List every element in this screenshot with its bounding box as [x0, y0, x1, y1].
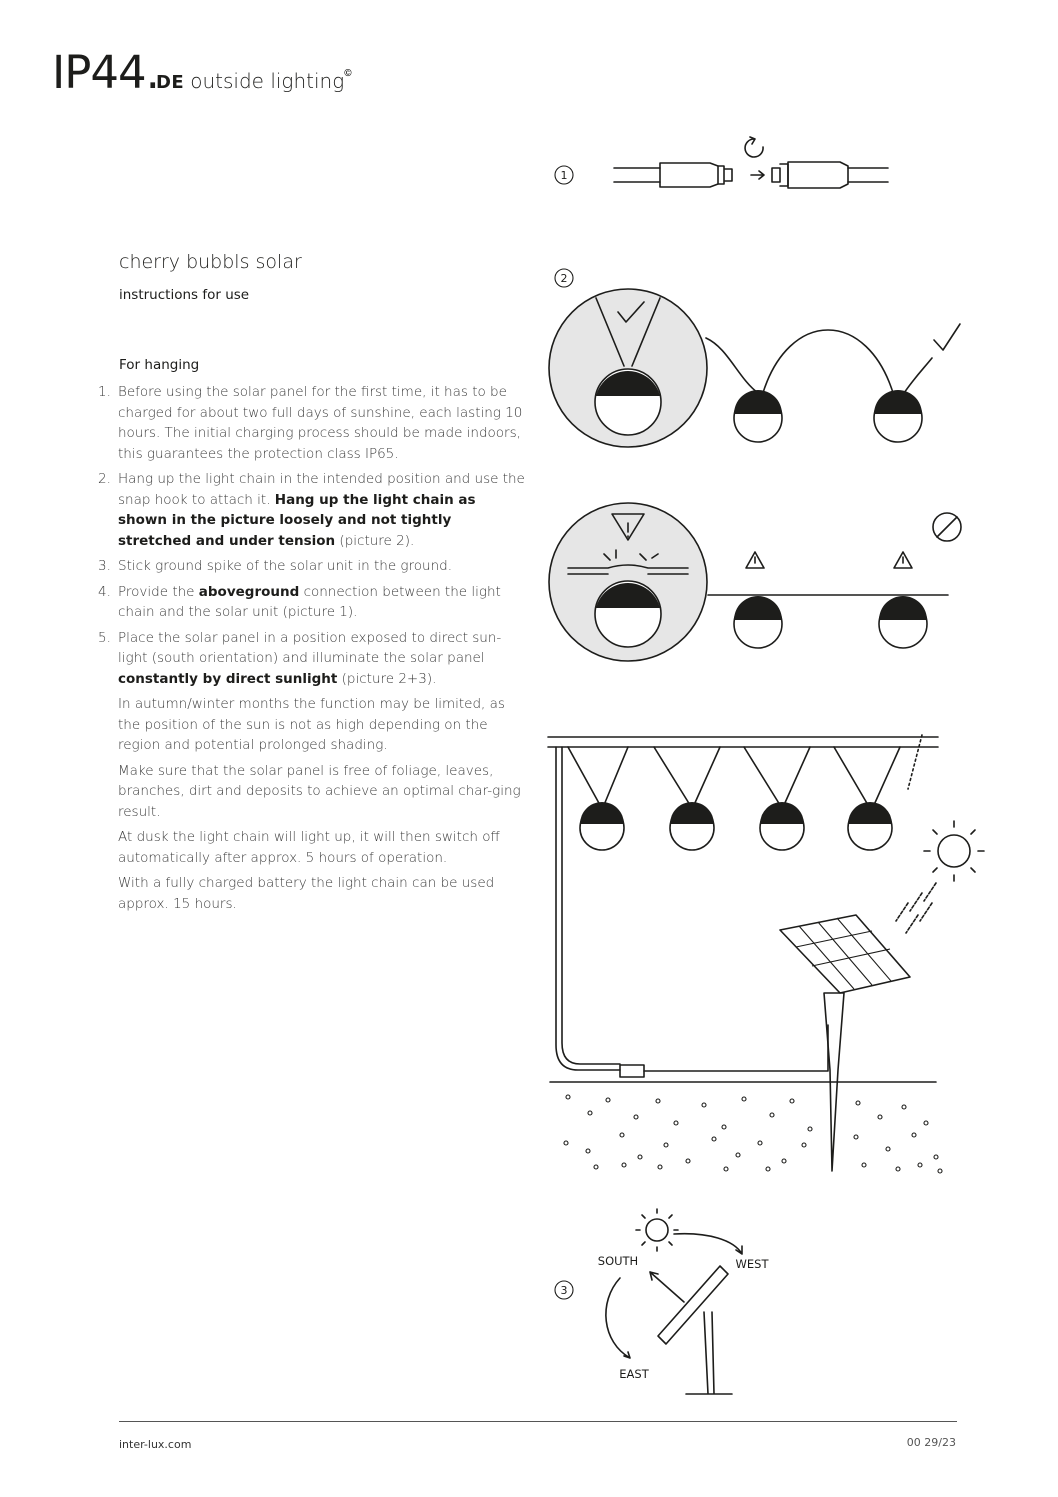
orientation-arrow	[650, 1272, 684, 1302]
figure-number: 3	[560, 1284, 568, 1297]
brand-main: IP44	[52, 46, 146, 99]
cable-loose	[902, 358, 932, 396]
railing	[548, 737, 938, 747]
step-number: 4.	[98, 583, 111, 600]
cable-loop	[908, 735, 922, 789]
sun-icon	[646, 1219, 668, 1241]
step-emphasis: Hang up the light chain as shown in the picture loosely and not tightly stretched and under tension	[118, 491, 476, 549]
solar-panel-side	[658, 1266, 728, 1344]
step-text: Place the solar panel in a position exposed to direct sun-light (south orientation) and illuminate the solar panel	[118, 629, 502, 666]
warning-icon	[746, 552, 764, 568]
step-emphasis: aboveground	[198, 583, 300, 600]
hanging-cable	[654, 747, 720, 805]
compass-east: EAST	[619, 1367, 649, 1381]
step-2	[98, 469, 526, 551]
step-number: 5.	[98, 629, 111, 646]
brand-dot: .	[145, 46, 159, 99]
cable-right	[848, 168, 888, 182]
sun-path-arrow	[674, 1234, 742, 1254]
step-number: 2.	[98, 471, 111, 487]
brand-tagline: outside lighting	[190, 69, 345, 93]
step-text-end: (picture 2).	[335, 532, 415, 549]
note-paragraph: Make sure that the solar panel is free of foliage, leaves, branches, dirt and deposits to achieve an optimal char-ging result.	[118, 762, 521, 820]
note-paragraph: With a fully charged battery the light chain can be used approx. 15 hours.	[118, 875, 495, 912]
solar-panel-grid	[796, 918, 891, 989]
compass-south: SOUTH	[597, 1254, 639, 1268]
copyright-mark: ©	[344, 68, 352, 79]
figure-3-orientation	[548, 1212, 788, 1402]
step-text-end: (picture 2+3).	[337, 670, 437, 687]
insert-arrow	[751, 171, 764, 179]
note-paragraph: At dusk the light chain will light up, it will then switch off automatically after approx. 5 hours of operation.	[118, 829, 500, 866]
figure-number: 2	[560, 272, 568, 285]
plug-male	[660, 163, 718, 187]
step-text: Before using the solar panel for the first time, it has to be charged for about two full days of sunshine, each lasting 10 hours. The initial charging process should be made indoors, this guarantees the protection class IP65.	[118, 384, 523, 462]
supply-cable	[644, 1025, 828, 1071]
figure-number: 1	[560, 169, 568, 182]
figure-2-correct-hanging	[548, 268, 968, 448]
step-emphasis: constantly by direct sunlight	[118, 670, 338, 687]
cable-loose	[706, 338, 758, 393]
section-heading: For hanging	[119, 357, 200, 373]
brand-logo	[52, 46, 352, 99]
figure-installation-scene	[548, 725, 968, 1185]
bulb-cap	[874, 390, 922, 414]
bulb-cap	[848, 802, 892, 824]
plug-female-cap	[772, 164, 788, 186]
sunlight-arrows	[896, 883, 936, 933]
instructions-body	[98, 382, 526, 919]
check-icon	[934, 324, 960, 350]
step-1	[98, 382, 526, 464]
sun-icon	[938, 835, 970, 867]
soil-dots	[564, 1095, 942, 1173]
cable-loose	[762, 330, 894, 396]
step-3	[98, 556, 526, 577]
cable-left	[614, 168, 660, 182]
supply-cable	[556, 747, 620, 1070]
step-4	[98, 582, 526, 623]
compass-west: WEST	[735, 1257, 769, 1271]
plug-male-tip	[718, 166, 732, 184]
hanging-cable	[744, 747, 810, 805]
step-number: 1.	[98, 384, 111, 400]
footer-code: 00 29/23	[906, 1436, 956, 1449]
bulb-cap	[760, 802, 804, 824]
warning-icon	[894, 552, 912, 568]
step-text-end: connection between the light chain and the solar unit (picture 1).	[118, 583, 501, 620]
step-text: Provide the	[118, 583, 199, 600]
steps-list	[98, 382, 526, 689]
panel-stand	[686, 1312, 732, 1394]
hanging-cable	[834, 747, 900, 805]
hanging-cable	[568, 747, 628, 805]
bulb-cap	[580, 802, 624, 824]
step-text: Stick ground spike of the solar unit in the ground.	[118, 558, 453, 574]
figure-1-connector	[548, 135, 908, 205]
supply-cable	[562, 747, 620, 1064]
sun-rays	[924, 821, 984, 881]
bulb-cap	[734, 596, 782, 620]
step-number: 3.	[98, 558, 111, 574]
sun-rays	[636, 1209, 678, 1251]
bulb-cap	[879, 596, 927, 620]
brand-suffix: DE	[155, 72, 185, 93]
document-subtitle: instructions for use	[119, 287, 250, 303]
footer-divider	[119, 1421, 957, 1422]
step-text: Hang up the light chain in the intended position and use the snap hook to attach it.	[118, 471, 525, 508]
prohibited-slash	[937, 517, 957, 537]
footer-website: inter-lux.com	[119, 1438, 192, 1451]
cable-connector	[620, 1065, 644, 1077]
note-paragraph: In autumn/winter months the function may be limited, as the position of the sun is not as high depending on the region and potential prolonged shading.	[118, 696, 505, 753]
figure-2-incorrect-hanging	[548, 500, 978, 670]
step-5	[98, 628, 526, 690]
product-title: cherry bubbls solar	[119, 251, 302, 273]
bulb-cap	[670, 802, 714, 824]
sun-path-arrow	[606, 1278, 630, 1358]
rotate-icon	[745, 137, 763, 157]
plug-female	[788, 162, 848, 188]
bulb-cap	[734, 390, 782, 414]
